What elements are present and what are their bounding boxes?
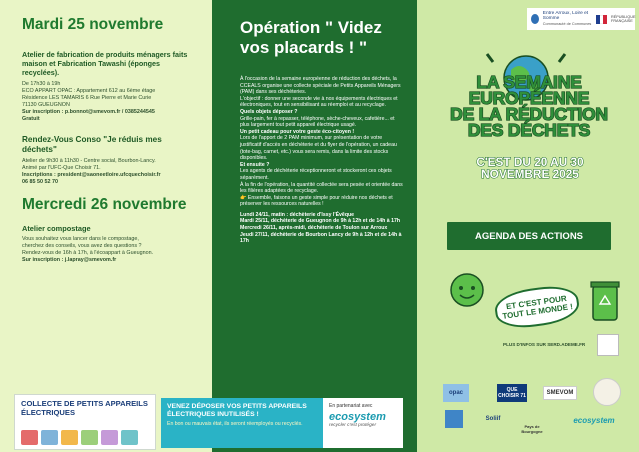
banner-subtitle: En bon ou mauvais état, ils seront réemployés ou recyclés. [167, 420, 303, 427]
right-column [417, 0, 639, 452]
event-desc: cherchez des conseils, vous avez des questions ? [22, 243, 142, 249]
info-website[interactable]: PLUS D'INFOS SUR SERD.ADEME.FR [503, 342, 586, 347]
event-signup[interactable]: Inscriptions : president@saoneetloire.ufcquechoisir.fr [22, 172, 161, 178]
campaign-line: EUROPÉENNE [468, 88, 590, 108]
region-seal-icon [593, 378, 621, 406]
appliance-icons [21, 430, 138, 445]
collect-title: COLLECTE DE PETITS APPAREILS ÉLECTRIQUES [21, 399, 148, 417]
event-time: De 17h30 à 19h [22, 81, 61, 87]
iron-icon [81, 430, 98, 445]
ecosystem-banner [161, 398, 403, 448]
campaign-dates: C'EST DU 20 AU 30 NOVEMBRE 2025 [476, 155, 584, 181]
french-flag-icon [596, 15, 607, 24]
smevom-logo: SMEVOM [543, 386, 577, 400]
campaign-line: DE LA RÉDUCTION [450, 104, 608, 124]
answer-text: Grille-pain, fer à repasser, téléphone, sèche-cheveux, cafetière... et plus largement tout petit appareil électrique usagé. [240, 115, 395, 129]
schedule-item: Jeudi 27/11, déchèterie de Bourbon Lancy de 9h à 12h et de 14h à 17h [240, 231, 402, 245]
event-title-compost: Atelier compostage [22, 224, 91, 233]
answer-text: Lors de l'apport de 2 PAM minimum, sur présentation de votre justificatif d'accès en déchèterie et du flyer de l'opération, un cadeau (tote-bag, carnet, etc.) vous sera remis, dans la limite des stocks disponibles. [240, 135, 397, 162]
institution-logos [527, 8, 635, 30]
left-column [0, 0, 212, 452]
cc-name: Entre Arroux, Loire et Somme [542, 10, 589, 22]
slogan-bubble: ET C'EST POUR TOUT LE MONDE ! [493, 282, 581, 331]
event-address: ECO APPART OPAC : Appartement 612 au 6ème étage [22, 88, 156, 94]
objective-text: L'objectif : donner une seconde vie à nos équipements électriques et électroniques, tout en sensibilisant au réemploi et au recyclage. [240, 95, 398, 109]
event-title-workshop: Atelier de fabrication de produits ménagers faits maison et Fabrication Tawashi (éponges recyclées). [22, 50, 188, 77]
hairdryer-icon [41, 430, 58, 445]
middle-column [212, 0, 417, 452]
day-title-wednesday: Mercredi 26 novembre [22, 196, 187, 213]
cc-logo-icon [531, 14, 539, 24]
character-icon [439, 268, 495, 328]
question-heading: Et ensuite ? [240, 161, 270, 168]
event-signup[interactable]: Sur inscription : p.bonnot@smevom.fr / 0385244545 [22, 109, 155, 115]
agenda-heading: AGENDA DES ACTIONS [447, 222, 611, 250]
opac-logo: opac [443, 384, 469, 402]
question-heading: Quels objets déposer ? [240, 108, 298, 115]
together-text: 👉 Ensemble, faisons un geste simple pour réduire nos déchets et préserver les ressources naturelles ! [240, 194, 393, 208]
pays-bourgogne-logo: Pays de Bourgogne [521, 424, 543, 434]
campaign-title [431, 28, 627, 138]
day-title-tuesday: Mardi 25 novembre [22, 16, 164, 33]
event-price: Gratuit [22, 116, 40, 122]
kettle-icon [101, 430, 118, 445]
operation-body [240, 76, 403, 245]
operation-title: Opération " Videz vos placards ! " [240, 18, 382, 57]
event-signup[interactable]: Sur inscription : j.lapray@smevom.fr [22, 257, 117, 263]
partner-label: En partenariat avec [329, 403, 373, 409]
coffee-maker-icon [121, 430, 138, 445]
schedule-item: Mercredi 26/11, après-midi, déchèterie de Toulon sur Arroux [240, 225, 388, 232]
event-host: Animé par l'UFC-Que Choisir 71. [22, 165, 101, 171]
intro-text: À l'occasion de la semaine européenne de réduction des déchets, la CCEALS organise une collecte spéciale de Petits Appareils Ménagers (PAM) dans ses déchèteries. [240, 76, 401, 96]
republique-label: RÉPUBLIQUE FRANÇAISE [611, 14, 636, 23]
event-time: Rendez-vous de 16h à 17h, à l'écoappart à Gueugnon. [22, 250, 154, 256]
question-heading: Un petit cadeau pour votre geste éco-citoyen ! [240, 128, 355, 135]
cc-subtitle: Communauté de Communes [542, 21, 592, 26]
campaign-line: LA SEMAINE [476, 72, 582, 92]
event-time: Atelier de 9h30 à 11h30 - Centre social, Bourbon-Lancy. [22, 158, 156, 164]
collect-box [14, 394, 156, 450]
schedule-item: Lundi 24/11, matin : déchèterie d'Issy l'Évêque [240, 211, 355, 218]
banner-title: VENEZ DÉPOSER VOS PETITS APPAREILS ÉLECTRIQUES INUTILISÉS ! [167, 403, 307, 418]
soliif-logo: Soliif [485, 416, 501, 422]
schedule-item: Mardi 25/11, déchèterie de Gueugnon de 9h à 12h et de 14h à 17h [240, 218, 401, 225]
ecosystem-tagline: recycler c'est protéger [329, 423, 377, 428]
recycling-bin-icon [585, 272, 625, 328]
wave-logo-icon [445, 410, 463, 428]
toaster-icon [21, 430, 38, 445]
answer-text: À la fin de l'opération, la quantité collectée sera pesée et orientée dans les filières adaptées de recyclage. [240, 181, 403, 195]
event-address: 71130 GUEUGNON [22, 102, 70, 108]
partner-logos [443, 378, 639, 450]
answer-text: Les agents de déchèterie réceptionneront et stockeront ces objets séparément. [240, 168, 392, 181]
phone-icon [61, 430, 78, 445]
ecosystem-logo-small: ecosystem [573, 415, 615, 425]
event-address: Résidence LES TAMARIS 6 Rue Pierre et Marie Curie [22, 95, 152, 101]
event-title-conso: Rendez-Vous Conso "Je réduis mes déchets" [22, 135, 162, 154]
ecosystem-logo: ecosystem [329, 411, 386, 423]
campaign-line: DES DÉCHETS [467, 120, 591, 140]
event-desc: Vous souhaitez vous lancer dans le compostage, [22, 236, 139, 242]
qr-logo-icon [597, 334, 619, 356]
event-phone[interactable]: 06 85 50 52 70 [22, 179, 58, 185]
que-choisir-logo: QUE CHOISIR 71 [497, 384, 527, 402]
